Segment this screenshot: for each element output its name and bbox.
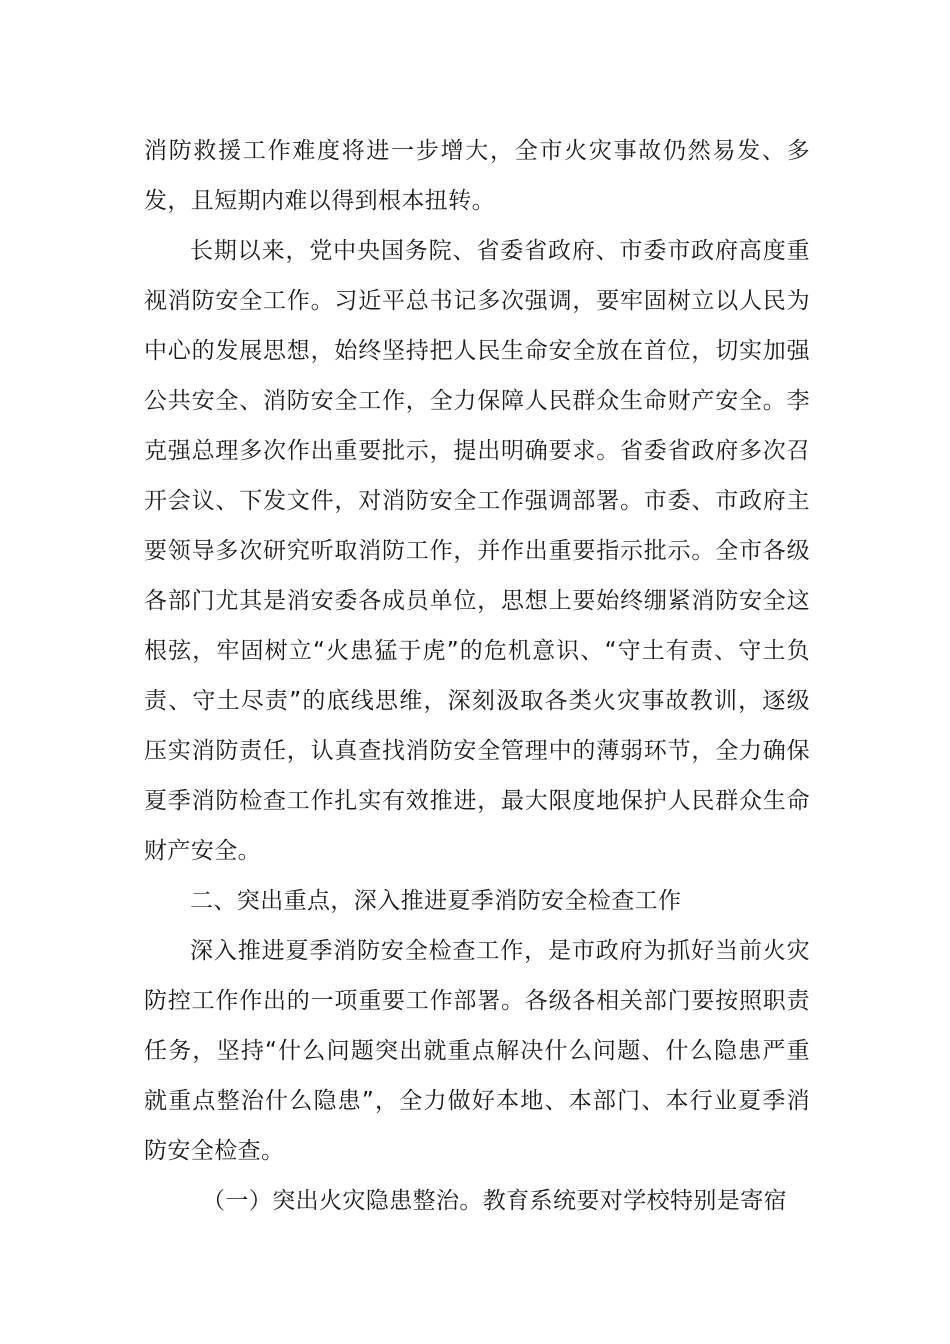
paragraph-inspection-work: 深入推进夏季消防安全检查工作，是市政府为抓好当前火灾防控工作作出的一项重要工作部署。各级各相关部门要按照职责任务，坚持“什么问题突出就重点解决什么问题、什么隐患严重就重点整治什么隐患”，全力做好本地、本部门、本行业夏季消防安全检查。	[144, 938, 810, 1164]
paragraph-hazard-rectification: （一）突出火灾隐患整治。教育系统要对学校特别是寄宿	[202, 1188, 787, 1214]
paragraph-leadership-emphasis: 长期以来，党中央国务院、省委省政府、市委市政府高度重视消防安全工作。习近平总书记多次强调，要牢固树立以人民为中心的发展思想，始终坚持把人民生命安全放在首位，切实加强公共安全、消防安全工作，全力保障人民群众生命财产安全。李克强总理多次作出重要批示，提出明确要求。省委省政府多次召开会议、下发文件，对消防安全工作强调部署。市委、市政府主要领导多次研究听取消防工作，并作出重要指示批示。全市各级各部门尤其是消安委各成员单位，思想上要始终绷紧消防安全这根弦，牢固树立“火患猛于虎”的危机意识、“守土有责、守土负责、守土尽责”的底线思维，深刻汲取各类火灾事故教训，逐级压实消防责任，认真查找消防安全管理中的薄弱环节，全力确保夏季消防检查工作扎实有效推进，最大限度地保护人民群众生命财产安全。	[144, 238, 810, 864]
paragraph-continuation: 消防救援工作难度将进一步增大，全市火灾事故仍然易发、多发，且短期内难以得到根本扭转。	[144, 138, 810, 214]
section-heading: 二、突出重点，深入推进夏季消防安全检查工作	[190, 888, 682, 914]
document-body	[144, 126, 810, 1226]
